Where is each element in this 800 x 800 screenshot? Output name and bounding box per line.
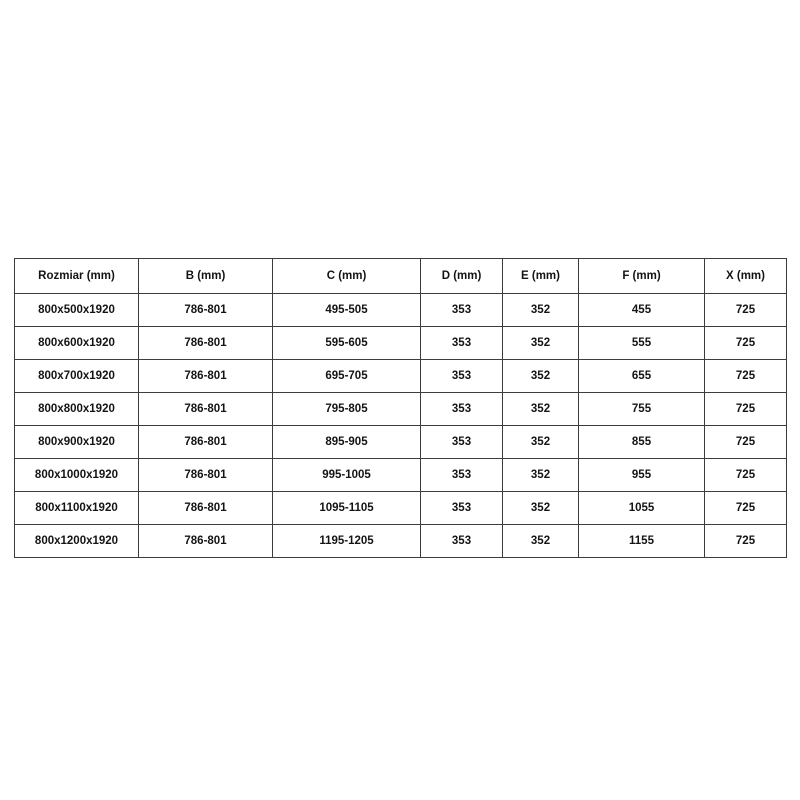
table-row [15, 327, 787, 360]
cell-c: 695-705 [273, 360, 421, 393]
cell-c: 495-505 [273, 294, 421, 327]
table-row [15, 525, 787, 558]
cell-c: 595-605 [273, 327, 421, 360]
cell-x: 725 [705, 525, 787, 558]
cell-x: 725 [705, 360, 787, 393]
cell-e: 352 [503, 426, 579, 459]
cell-f: 855 [579, 426, 705, 459]
cell-d: 353 [421, 360, 503, 393]
cell-d: 353 [421, 525, 503, 558]
cell-rozmiar: 800x700x1920 [15, 360, 139, 393]
cell-rozmiar: 800x1200x1920 [15, 525, 139, 558]
cell-rozmiar: 800x600x1920 [15, 327, 139, 360]
cell-d: 353 [421, 294, 503, 327]
cell-x: 725 [705, 294, 787, 327]
dimensions-table [14, 258, 787, 558]
cell-f: 955 [579, 459, 705, 492]
column-header-b: B (mm) [139, 259, 273, 294]
cell-x: 725 [705, 327, 787, 360]
dimensions-table-container [14, 258, 786, 558]
column-header-e: E (mm) [503, 259, 579, 294]
cell-f: 555 [579, 327, 705, 360]
cell-b: 786-801 [139, 426, 273, 459]
cell-c: 795-805 [273, 393, 421, 426]
cell-e: 352 [503, 360, 579, 393]
cell-c: 895-905 [273, 426, 421, 459]
cell-f: 755 [579, 393, 705, 426]
cell-f: 1155 [579, 525, 705, 558]
column-header-d: D (mm) [421, 259, 503, 294]
cell-x: 725 [705, 426, 787, 459]
cell-rozmiar: 800x500x1920 [15, 294, 139, 327]
cell-b: 786-801 [139, 360, 273, 393]
cell-e: 352 [503, 459, 579, 492]
table-row [15, 294, 787, 327]
cell-rozmiar: 800x800x1920 [15, 393, 139, 426]
column-header-rozmiar: Rozmiar (mm) [15, 259, 139, 294]
cell-b: 786-801 [139, 525, 273, 558]
table-row [15, 492, 787, 525]
cell-c: 1195-1205 [273, 525, 421, 558]
cell-e: 352 [503, 525, 579, 558]
table-header [15, 259, 787, 294]
table-body [15, 294, 787, 558]
table-row [15, 393, 787, 426]
cell-c: 1095-1105 [273, 492, 421, 525]
cell-d: 353 [421, 492, 503, 525]
cell-f: 455 [579, 294, 705, 327]
table-row [15, 360, 787, 393]
cell-d: 353 [421, 327, 503, 360]
cell-d: 353 [421, 459, 503, 492]
cell-b: 786-801 [139, 294, 273, 327]
cell-b: 786-801 [139, 327, 273, 360]
cell-e: 352 [503, 327, 579, 360]
cell-x: 725 [705, 459, 787, 492]
cell-f: 1055 [579, 492, 705, 525]
cell-e: 352 [503, 492, 579, 525]
cell-x: 725 [705, 393, 787, 426]
cell-f: 655 [579, 360, 705, 393]
cell-e: 352 [503, 393, 579, 426]
cell-d: 353 [421, 426, 503, 459]
cell-rozmiar: 800x900x1920 [15, 426, 139, 459]
table-header-row [15, 259, 787, 294]
table-row [15, 426, 787, 459]
cell-x: 725 [705, 492, 787, 525]
column-header-x: X (mm) [705, 259, 787, 294]
cell-rozmiar: 800x1100x1920 [15, 492, 139, 525]
cell-d: 353 [421, 393, 503, 426]
column-header-f: F (mm) [579, 259, 705, 294]
cell-b: 786-801 [139, 492, 273, 525]
cell-rozmiar: 800x1000x1920 [15, 459, 139, 492]
cell-c: 995-1005 [273, 459, 421, 492]
cell-e: 352 [503, 294, 579, 327]
cell-b: 786-801 [139, 393, 273, 426]
table-row [15, 459, 787, 492]
cell-b: 786-801 [139, 459, 273, 492]
column-header-c: C (mm) [273, 259, 421, 294]
